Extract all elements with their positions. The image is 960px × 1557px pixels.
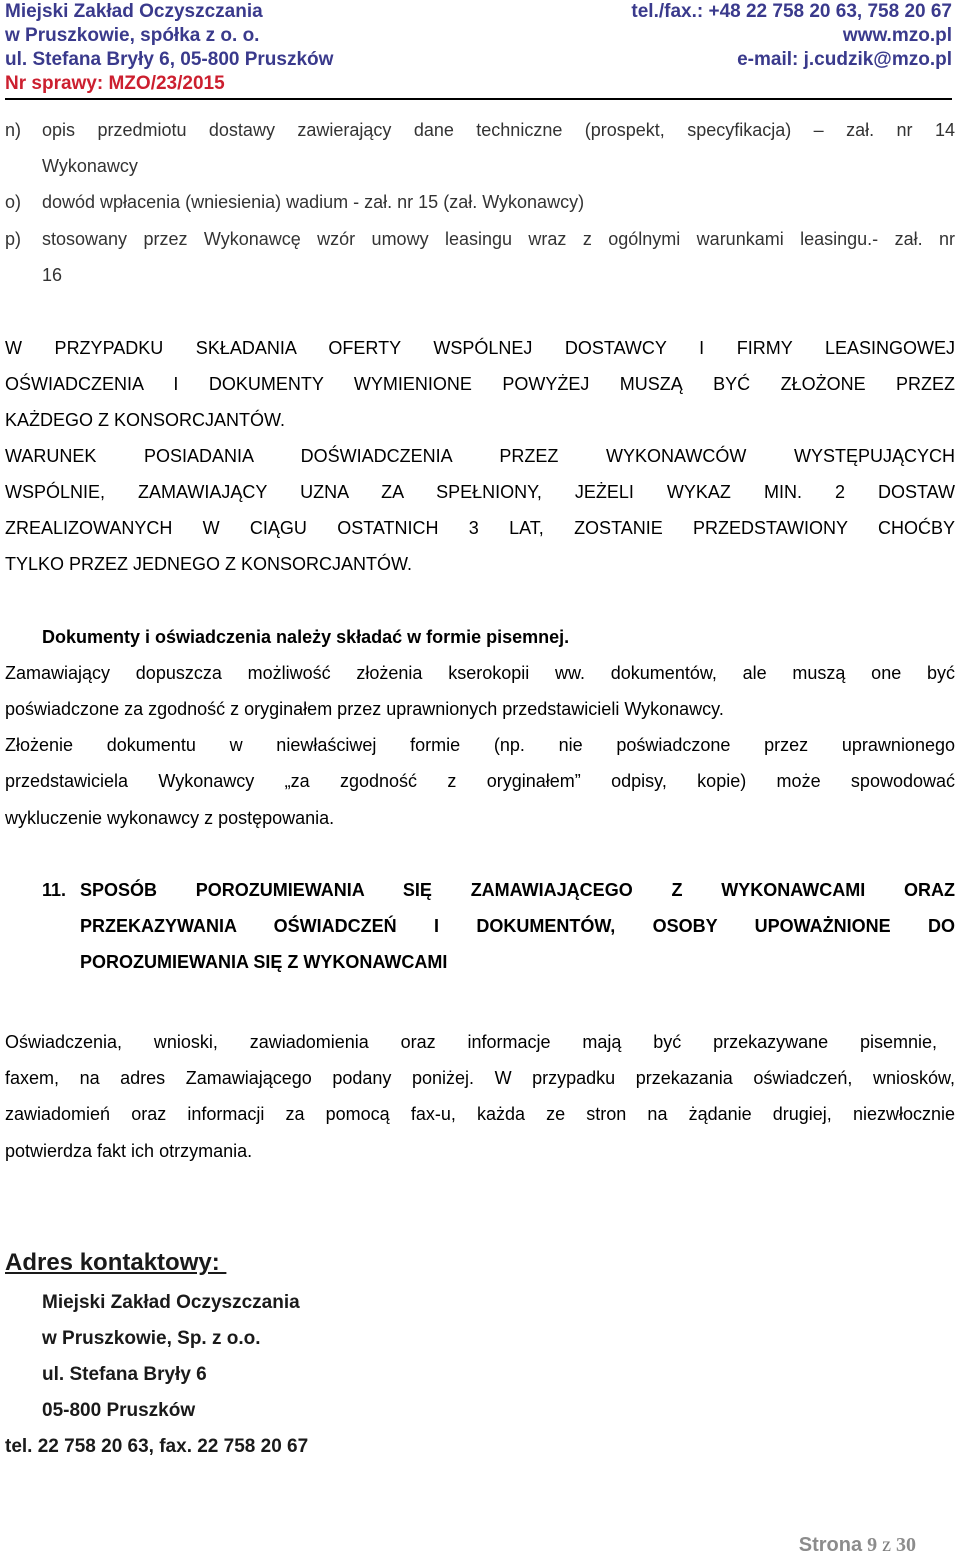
company-address: ul. Stefana Bryły 6, 05-800 Pruszków <box>5 49 334 70</box>
contact-title: Adres kontaktowy: <box>5 1249 227 1276</box>
consortium-line-2: OŚWIADCZENIA I DOKUMENTY WYMIENIONE POWYŻEJ MUSZĄ BYĆ ZŁOŻONE PRZEZ <box>5 374 955 394</box>
letterhead-line-1 <box>5 0 952 24</box>
communication-line-1: Oświadczenia, wnioski, zawiadomienia oraz informacje mają być przekazywane pisemnie, <box>5 1032 937 1052</box>
contact-name-line2: w Pruszkowie, Sp. z o.o. <box>42 1328 261 1349</box>
list-item-o-label: o) <box>5 192 22 212</box>
case-number: Nr sprawy: MZO/23/2015 <box>5 73 225 94</box>
list-item-n-label: n) <box>5 120 22 140</box>
section-11-title-line-1: SPOSÓB POROZUMIEWANIA SIĘ ZAMAWIAJĄCEGO Z WYKONAWCAMI ORAZ <box>80 880 955 900</box>
consortium-line-1: W PRZYPADKU SKŁADANIA OFERTY WSPÓLNEJ DOSTAWCY I FIRMY LEASINGOWEJ <box>5 338 955 358</box>
list-item-n-line2: Wykonawcy <box>42 156 138 176</box>
page-total: 30 <box>896 1534 916 1556</box>
page-number: 9 <box>867 1534 878 1556</box>
list-item-n-line1: opis przedmiotu dostawy zawierający dane techniczne (prospekt, specyfikacja) – zał. nr 14 <box>42 120 955 140</box>
experience-line-4: TYLKO PRZEZ JEDNEGO Z KONSORCJANTÓW. <box>5 554 413 574</box>
section-11-title-line-2: PRZEKAZYWANIA OŚWIADCZEŃ I DOKUMENTÓW, OSOBY UPOWAŻNIONE DO <box>80 916 955 936</box>
letterhead-line-3 <box>5 48 952 72</box>
communication-line-4: potwierdza fakt ich otrzymania. <box>5 1141 253 1161</box>
documents-heading: Dokumenty i oświadczenia należy składać w formie pisemnej. <box>42 627 570 647</box>
letterhead-line-4 <box>5 72 952 96</box>
documents-line-3: Złożenie dokumentu w niewłaściwej formie (np. nie poświadczone przez uprawnionego <box>5 735 955 755</box>
contact-phones: tel. 22 758 20 63, fax. 22 758 20 67 <box>5 1436 309 1457</box>
experience-line-3: ZREALIZOWANYCH W CIĄGU OSTATNICH 3 LAT, ZOSTANIE PRZEDSTAWIONY CHOĆBY <box>5 518 955 538</box>
section-11-number: 11. <box>42 880 67 900</box>
page-of: z <box>882 1534 891 1556</box>
contact-city: 05-800 Pruszków <box>42 1400 196 1421</box>
consortium-line-3: KAŻDEGO Z KONSORCJANTÓW. <box>5 410 286 430</box>
communication-line-2: faxem, na adres Zamawiającego podany poniżej. W przypadku przekazania oświadczeń, wniosków, <box>5 1068 955 1088</box>
documents-line-4: przedstawiciela Wykonawcy „za zgodność z oryginałem” odpisy, kopie) może spowodować <box>5 771 955 791</box>
website-link[interactable]: www.mzo.pl <box>842 25 952 46</box>
documents-line-2: poświadczone za zgodność z oryginałem przez uprawnionych przedstawicieli Wykonawcy. <box>5 699 724 719</box>
phone-fax: tel./fax.: +48 22 758 20 63, 758 20 67 <box>631 1 952 22</box>
list-item-o-text: dowód wpłacenia (wniesienia) wadium - zał. nr 15 (zał. Wykonawcy) <box>42 192 585 212</box>
contact-street: ul. Stefana Bryły 6 <box>42 1364 207 1385</box>
experience-line-2: WSPÓLNIE, ZAMAWIAJĄCY UZNA ZA SPEŁNIONY, JEŻELI WYKAZ MIN. 2 DOSTAW <box>5 482 955 502</box>
documents-line-1: Zamawiający dopuszcza możliwość złożenia kserokopii ww. dokumentów, ale muszą one być <box>5 663 955 683</box>
letterhead <box>5 0 952 100</box>
letterhead-line-2 <box>5 24 952 48</box>
experience-line-1: WARUNEK POSIADANIA DOŚWIADCZENIA PRZEZ WYKONAWCÓW WYSTĘPUJĄCYCH <box>5 446 955 466</box>
page-label: Strona <box>798 1534 863 1556</box>
communication-line-3: zawiadomień oraz informacji za pomocą fax-u, każda ze stron na żądanie drugiej, niezwłocznie <box>5 1104 955 1124</box>
company-name-line2: w Pruszkowie, spółka z o. o. <box>5 25 260 46</box>
list-item-p-line1: stosowany przez Wykonawcę wzór umowy leasingu wraz z ogólnymi warunkami leasingu.- zał. nr <box>42 229 955 249</box>
company-name: Miejski Zakład Oczyszczania <box>5 1 263 22</box>
list-item-p-label: p) <box>5 229 22 249</box>
contact-name: Miejski Zakład Oczyszczania <box>42 1292 300 1313</box>
email-link[interactable]: e-mail: j.cudzik@mzo.pl <box>737 49 952 70</box>
documents-line-5: wykluczenie wykonawcy z postępowania. <box>5 808 335 828</box>
section-11-title-line-3: POROZUMIEWANIA SIĘ Z WYKONAWCAMI <box>80 952 448 972</box>
list-item-p-line2: 16 <box>42 265 63 285</box>
page-footer <box>799 1533 916 1557</box>
